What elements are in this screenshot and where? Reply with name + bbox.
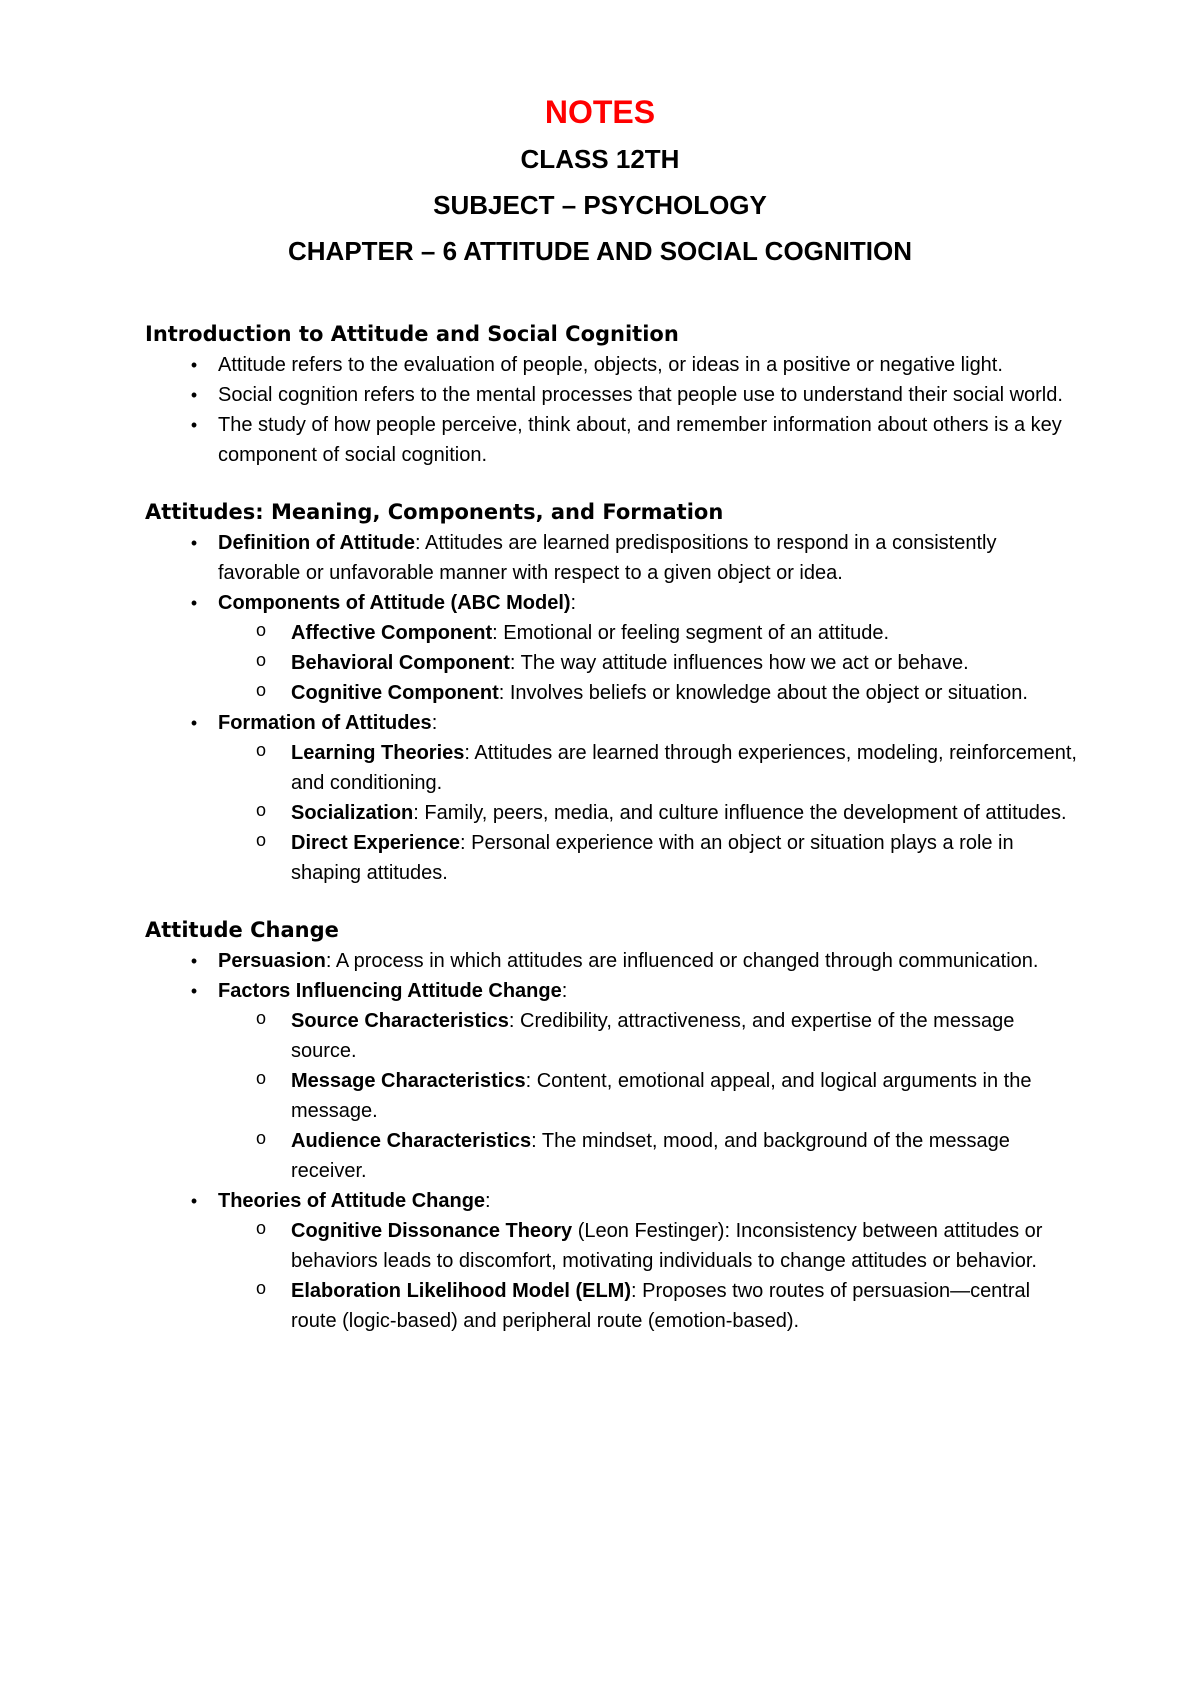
- item-text: : Attitudes are learned predispositions to respond in a consistently favorable or unfavorable manner with respect to a given object or idea.: [218, 532, 997, 584]
- bullet-icon: •: [190, 713, 198, 733]
- list-item: [145, 708, 1080, 888]
- item-term: Formation of Attitudes: [218, 712, 432, 734]
- sub-list-item: [145, 1126, 1080, 1186]
- list-item: [145, 976, 1080, 1186]
- item-term: Affective Component: [291, 622, 493, 644]
- bullet-icon: •: [190, 593, 198, 613]
- sub-bullet-list: [145, 1216, 1080, 1336]
- item-text: : Involves beliefs or knowledge about the object or situation.: [498, 682, 1028, 704]
- item-text: :: [485, 1190, 491, 1212]
- bullet-icon: •: [190, 533, 198, 553]
- sub-bullet-icon: o: [255, 682, 267, 702]
- sub-bullet-icon: o: [255, 802, 267, 822]
- sub-list-item: [145, 798, 1080, 828]
- section-heading: Attitude Change: [145, 918, 339, 942]
- sub-bullet-icon: o: [255, 1010, 267, 1030]
- sub-list-item: [145, 648, 1080, 678]
- sub-bullet-icon: o: [255, 1220, 267, 1240]
- bullet-icon: •: [190, 1191, 198, 1211]
- sub-list-item: [145, 828, 1080, 888]
- item-term: Persuasion: [218, 950, 326, 972]
- bullet-list: [145, 946, 1080, 1336]
- sub-list-item: [145, 738, 1080, 798]
- chapter-line: CHAPTER – 6 ATTITUDE AND SOCIAL COGNITION: [287, 236, 913, 266]
- item-text: : Credibility, attractiveness, and expertise of the message source.: [291, 1010, 1015, 1062]
- bullet-list: [145, 350, 1080, 470]
- bullet-icon: •: [190, 981, 198, 1001]
- item-term: Direct Experience: [291, 832, 460, 854]
- item-text: : Personal experience with an object or situation plays a role in shaping attitudes.: [291, 832, 1014, 884]
- bullet-icon: •: [190, 951, 198, 971]
- sub-bullet-icon: o: [255, 622, 267, 642]
- sub-bullet-list: [145, 1006, 1080, 1186]
- notes-title: NOTES: [544, 94, 656, 130]
- item-term: Behavioral Component: [291, 652, 510, 674]
- item-term: Theories of Attitude Change: [218, 1190, 486, 1212]
- item-term: Message Characteristics: [291, 1070, 526, 1092]
- item-text: :: [570, 592, 577, 614]
- title-block: [0, 88, 1200, 274]
- sub-bullet-list: [145, 618, 1080, 708]
- section-heading: Introduction to Attitude and Social Cognition: [145, 322, 679, 346]
- sub-list-item: [145, 1066, 1080, 1126]
- list-item: [145, 528, 1080, 588]
- item-text: : Family, peers, media, and culture influence the development of attitudes.: [413, 802, 1067, 824]
- item-text: : Content, emotional appeal, and logical arguments in the message.: [291, 1070, 1032, 1122]
- item-text: Attitude refers to the evaluation of people, objects, or ideas in a positive or negative light.: [218, 354, 1003, 376]
- sub-list-item: [145, 1276, 1080, 1336]
- item-term: Cognitive Component: [291, 682, 499, 704]
- list-item: [145, 410, 1080, 470]
- sub-bullet-icon: o: [255, 652, 267, 672]
- list-item: [145, 1186, 1080, 1336]
- list-item: [145, 380, 1080, 410]
- notes-content: [145, 318, 1080, 1362]
- sub-list-item: [145, 678, 1080, 708]
- list-item: [145, 350, 1080, 380]
- bullet-list: [145, 528, 1080, 888]
- item-text: The study of how people perceive, think about, and remember information about others is a key component of social cognition.: [218, 414, 1062, 466]
- sub-bullet-icon: o: [255, 832, 267, 852]
- item-term: Socialization: [291, 802, 414, 824]
- item-text: Social cognition refers to the mental processes that people use to understand their social world.: [218, 384, 1063, 406]
- item-text: :: [561, 980, 568, 1002]
- item-term: Learning Theories: [291, 742, 465, 764]
- item-term: Definition of Attitude: [218, 532, 415, 554]
- sub-bullet-list: [145, 738, 1080, 888]
- class-line: CLASS 12TH: [520, 144, 680, 174]
- item-term: Cognitive Dissonance Theory: [291, 1220, 573, 1242]
- item-term: Audience Characteristics: [291, 1130, 532, 1152]
- sub-list-item: [145, 1216, 1080, 1276]
- item-text: : Attitudes are learned through experiences, modeling, reinforcement, and conditioning.: [291, 742, 1077, 794]
- section-attitude-change: [145, 914, 1080, 1336]
- sub-list-item: [145, 1006, 1080, 1066]
- section-attitudes-meaning: [145, 496, 1080, 888]
- item-text: : Emotional or feeling segment of an attitude.: [492, 622, 890, 644]
- section-heading: Attitudes: Meaning, Components, and Formation: [145, 500, 724, 524]
- sub-bullet-icon: o: [255, 1130, 267, 1150]
- list-item: [145, 588, 1080, 708]
- item-text: :: [431, 712, 438, 734]
- section-introduction: [145, 318, 1080, 470]
- item-text: : A process in which attitudes are influenced or changed through communication.: [325, 950, 1039, 972]
- item-text: : Proposes two routes of persuasion—central route (logic-based) and peripheral route (emotion-based).: [291, 1280, 1031, 1332]
- item-text: (Leon Festinger): Inconsistency between attitudes or behaviors leads to discomfort, motivating individuals to change attitudes or behavior.: [291, 1220, 1043, 1272]
- sub-bullet-icon: o: [255, 742, 267, 762]
- subject-line: SUBJECT – PSYCHOLOGY: [433, 190, 767, 220]
- sub-bullet-icon: o: [255, 1280, 267, 1300]
- bullet-icon: •: [190, 385, 198, 405]
- item-term: Source Characteristics: [291, 1010, 509, 1032]
- item-term: Elaboration Likelihood Model (ELM): [291, 1280, 631, 1302]
- item-term: Components of Attitude (ABC Model): [218, 592, 571, 614]
- sub-list-item: [145, 618, 1080, 648]
- bullet-icon: •: [190, 355, 198, 375]
- item-term: Factors Influencing Attitude Change: [218, 980, 562, 1002]
- item-text: : The way attitude influences how we act or behave.: [509, 652, 969, 674]
- item-text: : The mindset, mood, and background of the message receiver.: [291, 1130, 1010, 1182]
- sub-bullet-icon: o: [255, 1070, 267, 1090]
- bullet-icon: •: [190, 415, 198, 435]
- list-item: [145, 946, 1080, 976]
